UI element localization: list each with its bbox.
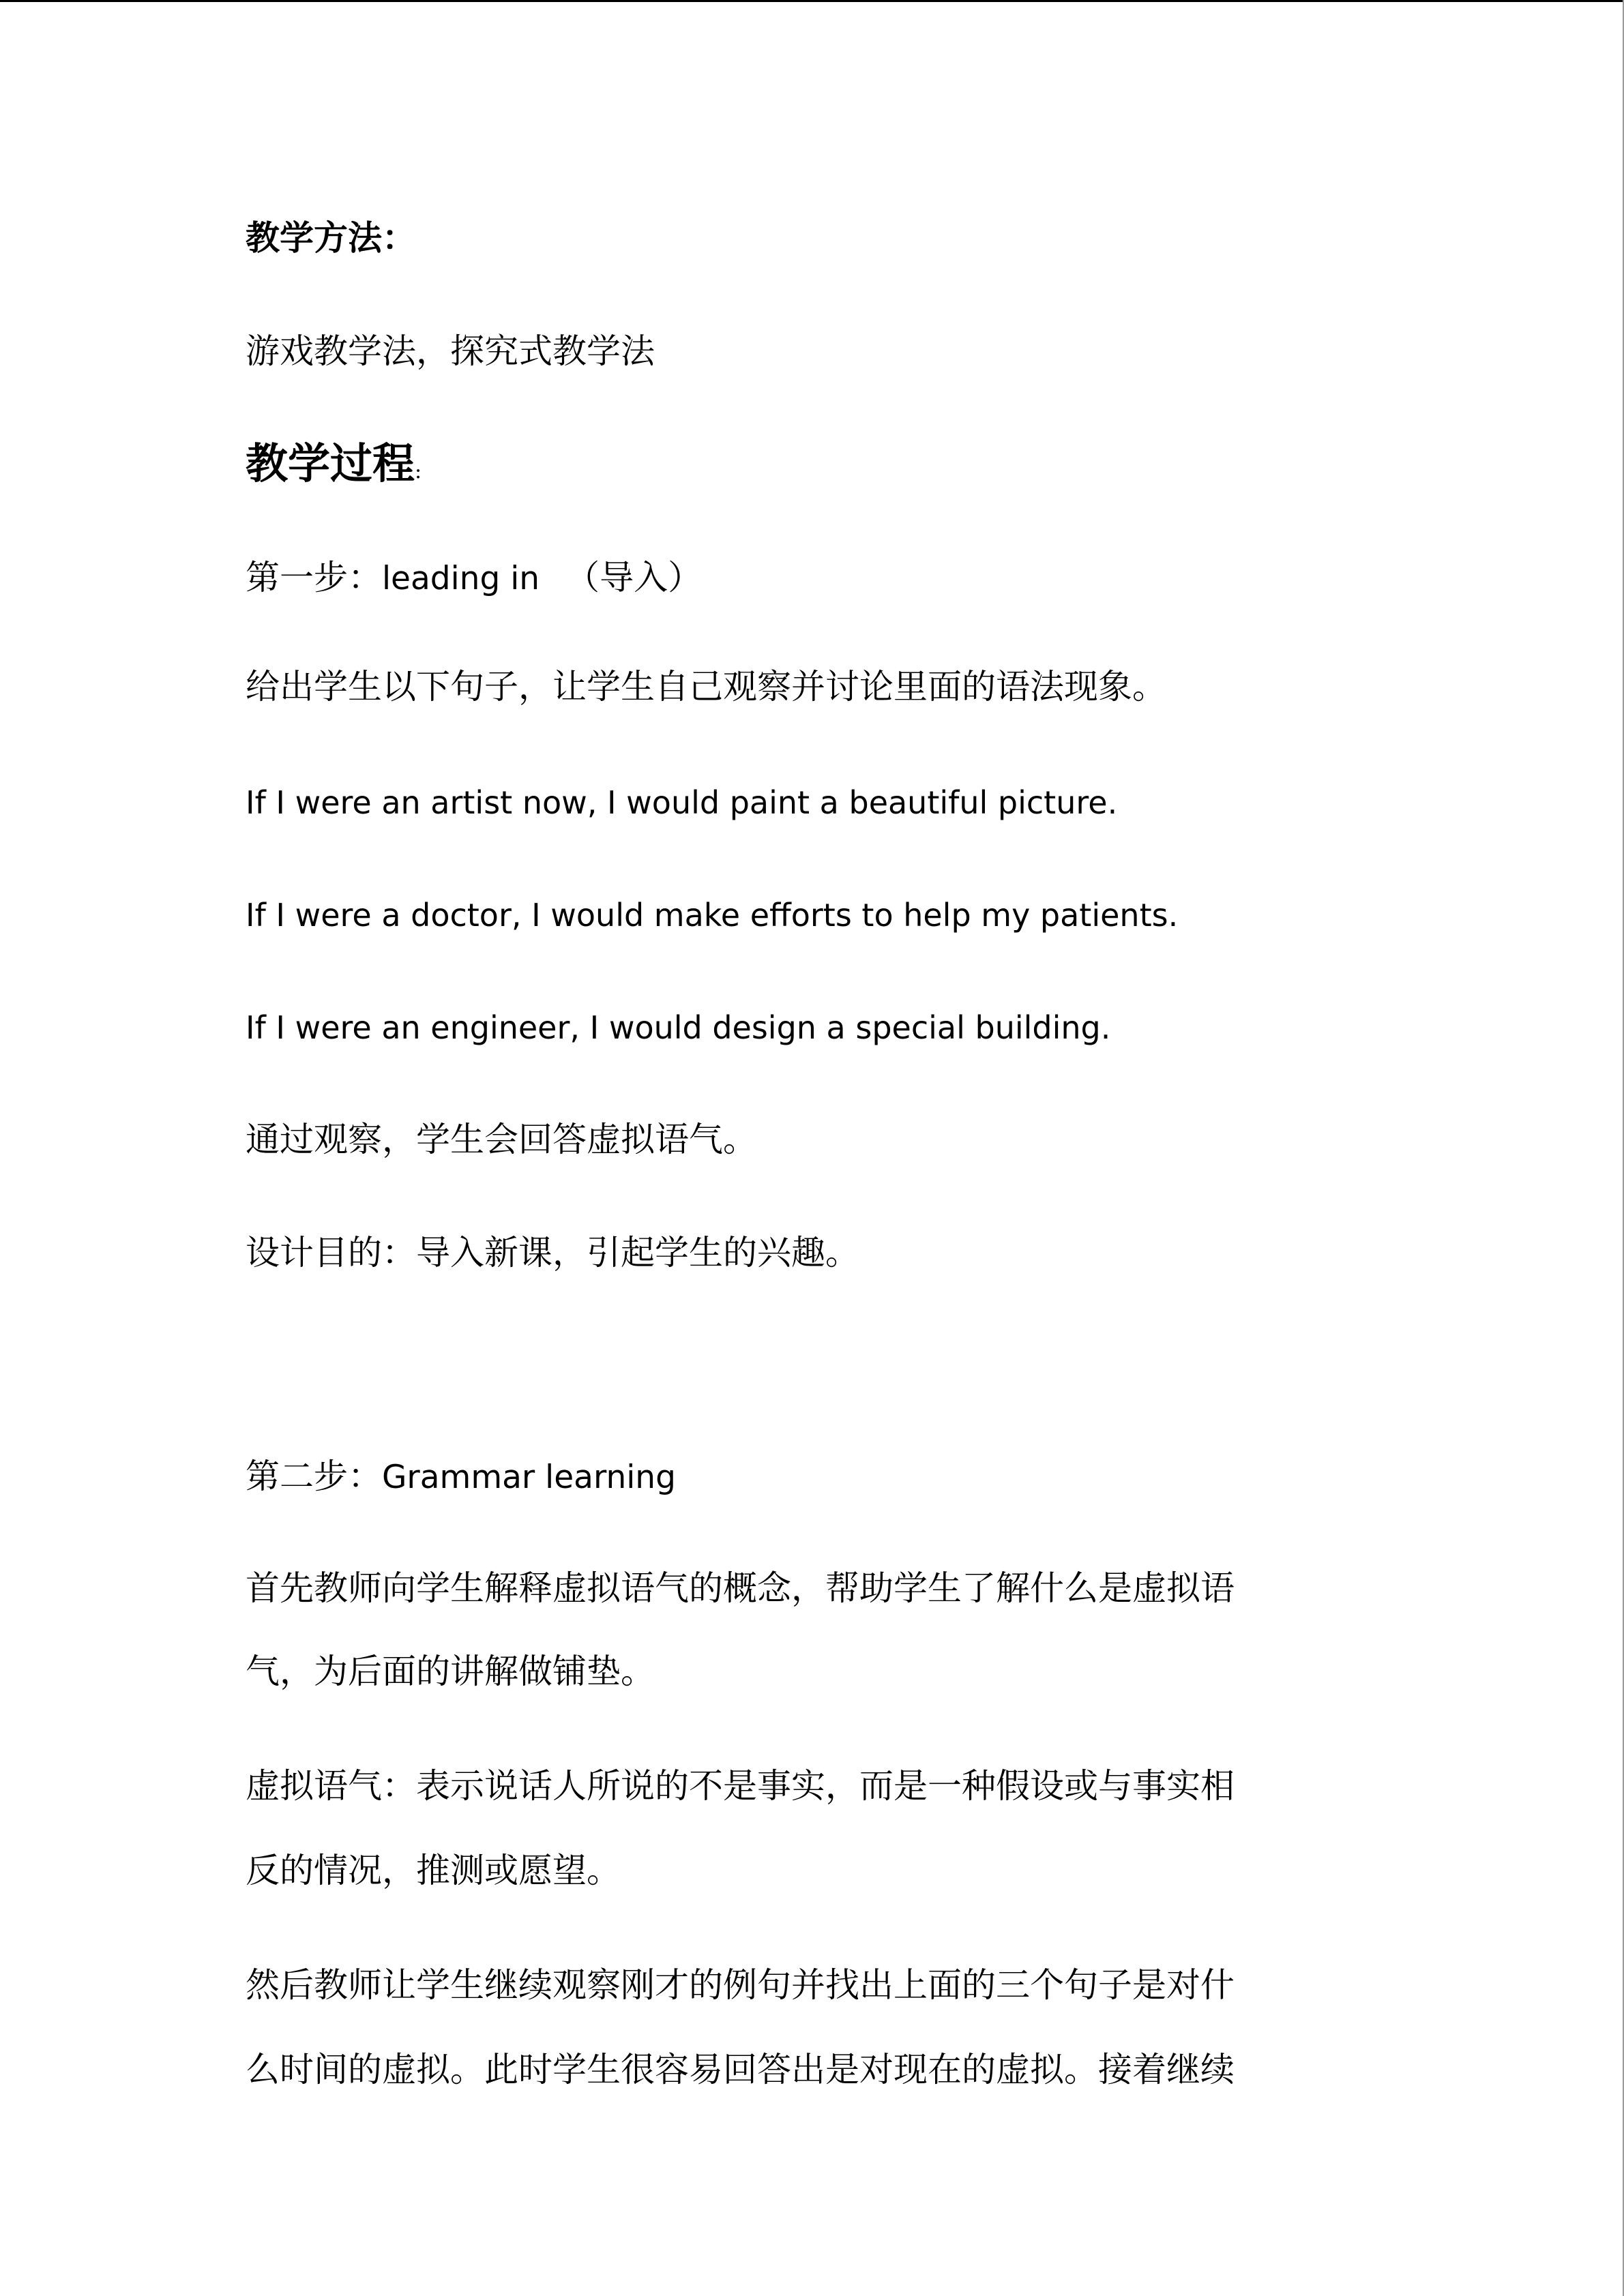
page-top-border: [0, 0, 1624, 2]
step2-title: Grammar learning: [382, 1459, 676, 1496]
step2-para2-line1: 虚拟语气：表示说话人所说的不是事实，而是一种假设或与事实相: [246, 1766, 1235, 1806]
step1-title: leading in: [382, 560, 540, 597]
methods-heading: 教学方法：: [246, 218, 416, 258]
step1-label: 第一步：: [246, 558, 382, 597]
step2-heading: [246, 1455, 676, 1499]
process-heading-colon: :: [415, 460, 422, 483]
step1-note: （导入）: [565, 558, 703, 597]
step2-para1-line1: 首先教师向学生解释虚拟语气的概念，帮助学生了解什么是虚拟语: [246, 1568, 1235, 1608]
process-heading: [246, 438, 422, 493]
step2-para3-line2: 么时间的虚拟。此时学生很容易回答出是对现在的虚拟。接着继续: [246, 2050, 1235, 2089]
step1-instruction: 给出学生以下句子，让学生自己观察并讨论里面的语法现象。: [246, 667, 1166, 706]
step2-para2-line2: 反的情况，推测或愿望。: [246, 1851, 621, 1890]
example-sentence-2: If I were a doctor, I would make efforts to help my patients.: [246, 897, 1179, 934]
step1-result: 通过观察，学生会回答虚拟语气。: [246, 1120, 757, 1159]
methods-text: 游戏教学法，探究式教学法: [246, 331, 655, 371]
step2-para3-line1: 然后教师让学生继续观察刚才的例句并找出上面的三个句子是对什: [246, 1965, 1235, 2005]
step1-heading: [246, 556, 702, 600]
example-sentence-3: If I were an engineer, I would design a special building.: [246, 1009, 1111, 1046]
step2-para1-line2: 气，为后面的讲解做铺垫。: [246, 1652, 655, 1691]
step2-label: 第二步：: [246, 1457, 382, 1496]
process-heading-text: 教学过程: [246, 438, 415, 488]
example-sentence-1: If I were an artist now, I would paint a beautiful picture.: [246, 784, 1118, 821]
step1-purpose: 设计目的：导入新课，引起学生的兴趣。: [246, 1233, 859, 1272]
